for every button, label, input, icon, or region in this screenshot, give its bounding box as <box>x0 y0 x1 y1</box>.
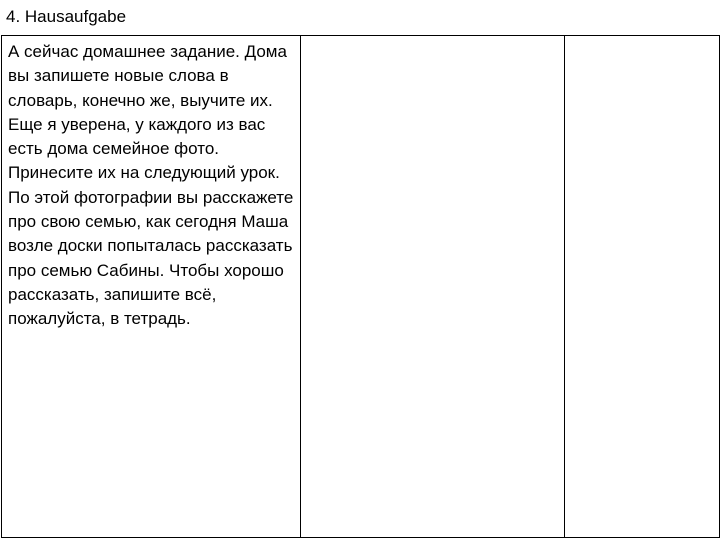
table-cell-empty <box>565 36 720 538</box>
section-title: 4. Hausaufgabe <box>6 7 127 26</box>
lesson-table <box>1 35 720 538</box>
table-row <box>2 36 720 538</box>
table-cell-text <box>2 36 301 538</box>
homework-text: А сейчас домашнее задание. Дома вы запишете новые слова в словарь, конечно же, выучите их. Еще я уверена, у каждого из вас есть дома семейное фото. Принесите их на следующий урок. По этой фотографии вы расскажете про свою семью, как сегодня Маша возле доски попыталась рассказать про семью Сабины. Чтобы хорошо рассказать, запишите всё, пожалуйста, в тетрадь. <box>8 42 294 329</box>
table-cell-empty <box>301 36 565 538</box>
